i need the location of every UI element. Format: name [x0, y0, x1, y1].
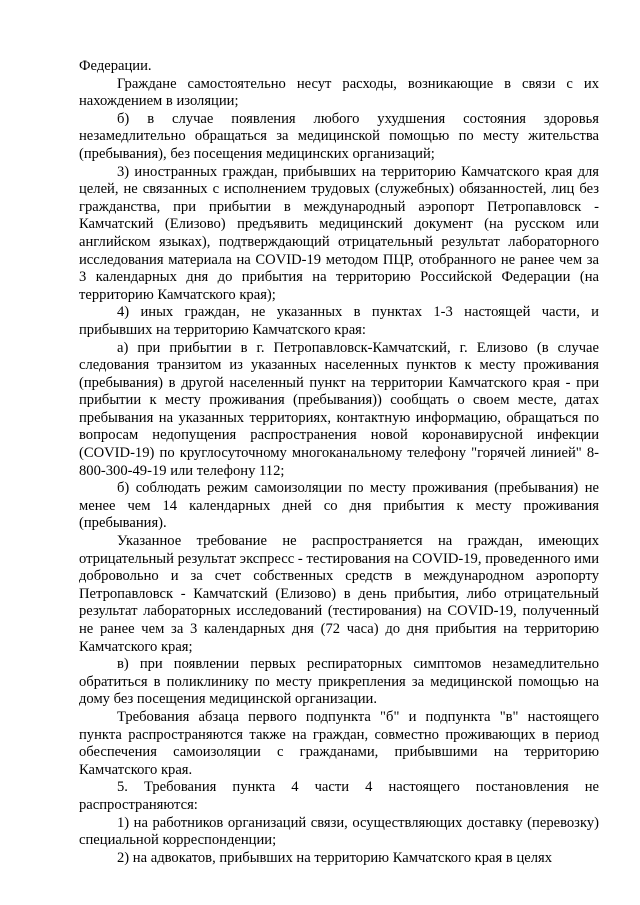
paragraph: 1) на работников организаций связи, осуществляющих доставку (перевозку) специальной корреспонденции;	[79, 814, 599, 849]
paragraph: в) при появлении первых респираторных симптомов незамедлительно обратиться в поликлинику по месту прикрепления за медицинской помощью на дому без посещения медицинской организации.	[79, 656, 599, 708]
paragraph: 3) иностранных граждан, прибывших на территорию Камчатского края для целей, не связанных с исполнением трудовых (служебных) обязанностей, лиц без гражданства, при прибытии в международный аэропорт Петропавловск - Камчатский (Елизово) предъявить медицинский документ (на русском или английском языках), подтверждающий отрицательный результат лабораторного исследования материала на COVID-19 методом ПЦР, отобранного не ранее чем за 3 календарных дня до прибытия на территорию Российской Федерации (на территорию Камчатского края);	[79, 163, 599, 303]
paragraph: Граждане самостоятельно несут расходы, возникающие в связи с их нахождением в изоляции;	[79, 75, 599, 110]
paragraph: б) соблюдать режим самоизоляции по месту проживания (пребывания) не менее чем 14 календарных дней со дня прибытия к месту проживания (пребывания).	[79, 480, 599, 532]
document-body	[79, 58, 599, 867]
paragraph: Федерации.	[79, 58, 152, 74]
paragraph: 5. Требования пункта 4 части 4 настоящего постановления не распространяются:	[79, 779, 599, 813]
paragraph: Указанное требование не распространяется на граждан, имеющих отрицательный результат экспресс - тестирования на COVID-19, проведенного ими добровольно и за счет собственных средств в международном аэропорту Петропавловск - Камчатский (Елизово) в день прибытия, либо отрицательный результат лабораторных исследований (тестирования) на COVID-19, полученный не ранее чем за 3 календарных дня (72 часа) до дня прибытия на территорию Камчатского края;	[79, 533, 599, 655]
paragraph: б) в случае появления любого ухудшения состояния здоровья незамедлительно обращаться за медицинской помощью по месту жительства (пребывания), без посещения медицинских организаций;	[79, 110, 599, 162]
paragraph: а) при прибытии в г. Петропавловск-Камчатский, г. Елизово (в случае следования транзитом из указанных населенных пунктов к месту проживания (пребывания) в другой населенный пункт на территории Камчатского края - при прибытии к месту проживания (пребывания)) сообщать о своем месте, датах пребывания на указанных территориях, контактную информацию, обращаться по вопросам недопущения распространения новой коронавирусной инфекции (COVID-19) по круглосуточному многоканальному телефону "горячей линией" 8-800-300-49-19 или телефону 112;	[79, 339, 599, 479]
paragraph: 2) на адвокатов, прибывших на территорию Камчатского края в целях	[117, 849, 553, 866]
paragraph: 4) иных граждан, не указанных в пунктах 1-3 настоящей части, и прибывших на территорию Камчатского края:	[79, 304, 599, 338]
paragraph: Требования абзаца первого подпункта "б" и подпункта "в" настоящего пункта распространяются также на граждан, совместно проживающих в период обеспечения самоизоляции с гражданами, прибывшими на территорию Камчатского края.	[79, 708, 599, 778]
